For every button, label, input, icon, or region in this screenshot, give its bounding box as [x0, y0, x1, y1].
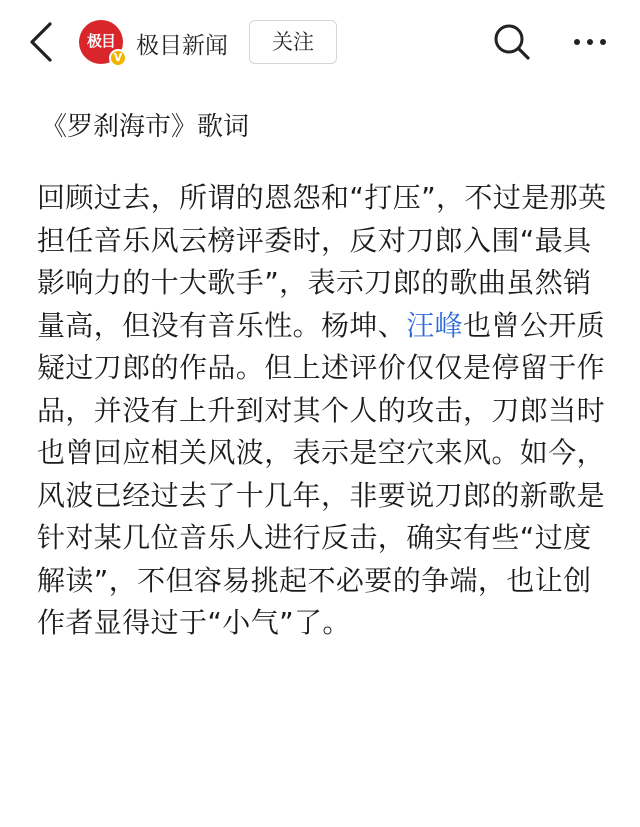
article-text-segment: 也曾公开质疑过刀郎的作品。但上述评价仅仅是停留于作品，并没有上升到对其个人的攻击，刀郎当时也曾回应相关风波，表示是空穴来风。如今，风波已经过去了十几年，非要说刀郎的新歌是针对某几位音乐人进行反击，确实有些“过度解读”，不但容易挑起不必要的争端，也让创作者显得过于“小气”了。	[37, 308, 606, 639]
avatar-logo-text: 极目	[86, 32, 115, 50]
more-horizontal-icon	[566, 20, 614, 64]
top-navigation-bar	[0, 0, 640, 84]
search-icon	[490, 20, 534, 64]
follow-button[interactable]: 关注	[249, 20, 337, 64]
account-avatar[interactable]	[79, 20, 123, 64]
search-button[interactable]	[490, 20, 534, 64]
article-text-segment: 回顾过去，所谓的恩怨和“打压”，不过是那英担任音乐风云榜评委时，反对刀郎入围“最具影响力的十大歌手”，表示刀郎的歌曲虽然销量高，但没有音乐性。杨坤、	[37, 181, 607, 342]
chevron-left-icon	[22, 20, 62, 64]
more-options-button[interactable]	[566, 20, 614, 64]
entity-link-wang-feng[interactable]: 汪峰	[406, 308, 464, 342]
account-name[interactable]: 极目新闻	[136, 33, 228, 59]
article-title: 《罗刹海市》歌词	[41, 112, 250, 142]
article-body	[37, 177, 612, 645]
verified-badge-icon: V	[109, 49, 127, 67]
back-button[interactable]	[22, 20, 62, 64]
